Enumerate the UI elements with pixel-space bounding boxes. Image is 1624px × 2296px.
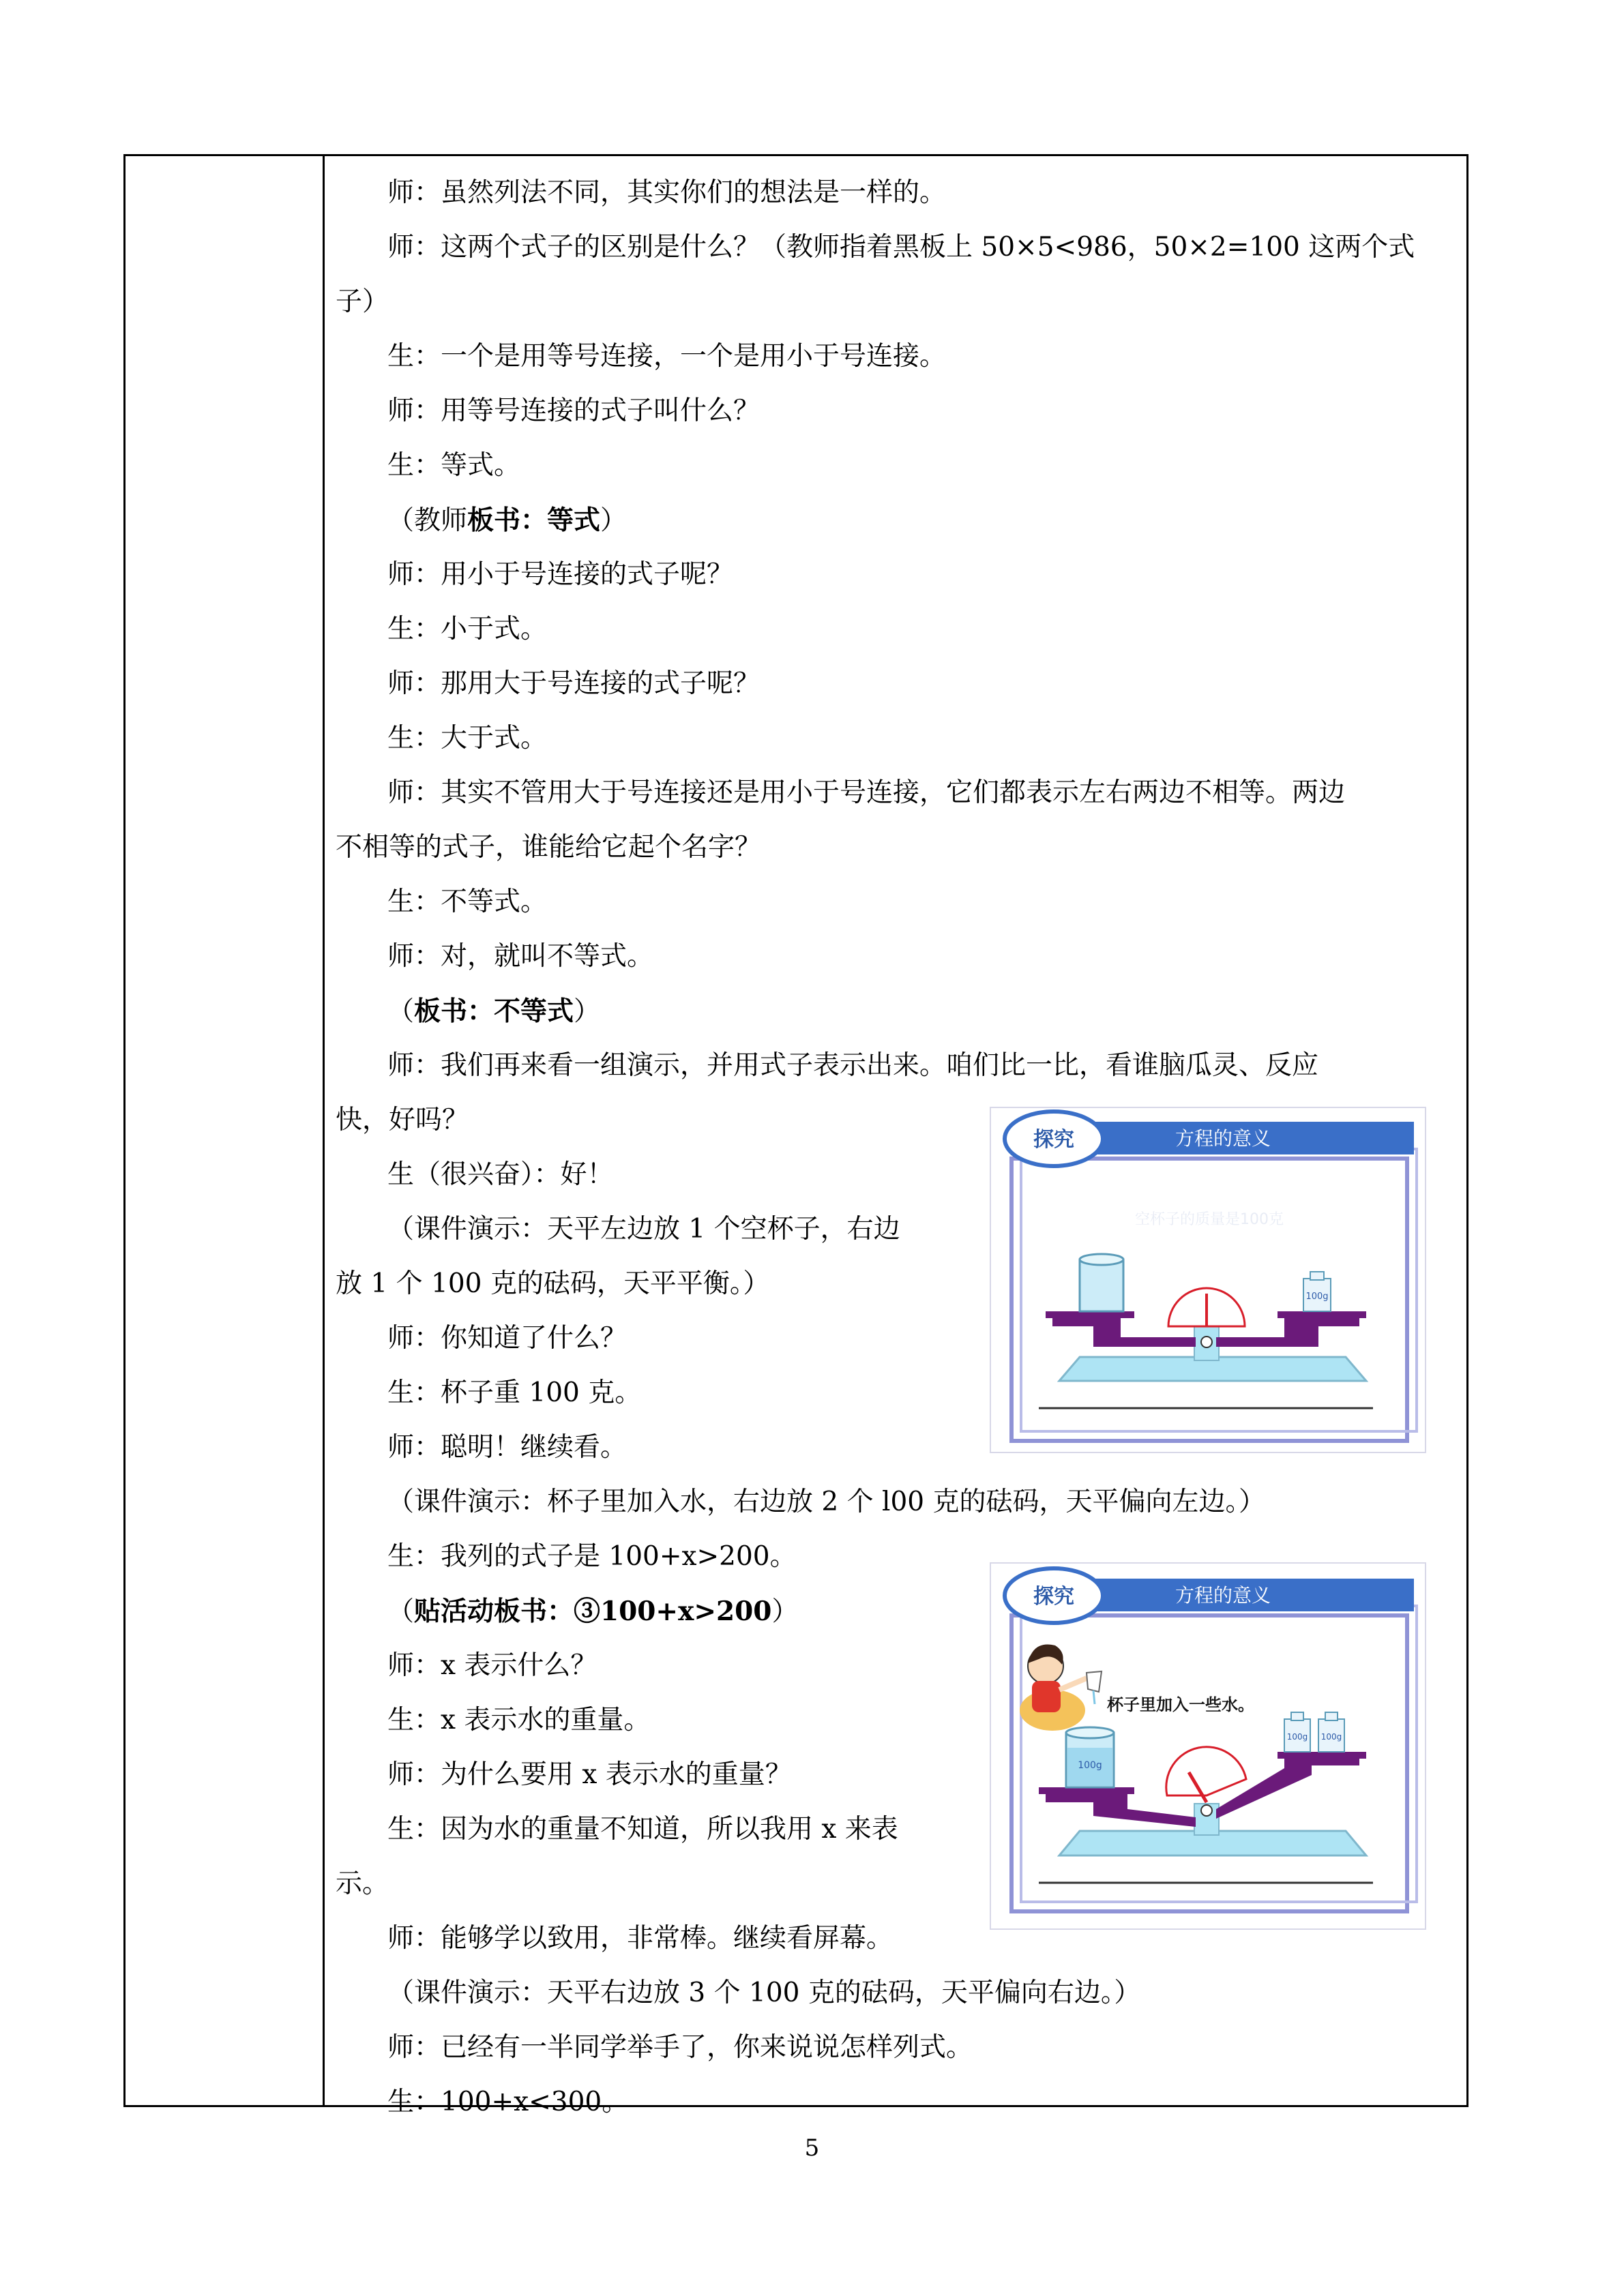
weight-label: 100g xyxy=(1305,1292,1329,1302)
tag-label: 探究 xyxy=(1033,1128,1074,1152)
pivot xyxy=(1201,1805,1212,1816)
text-line: 师：这两个式子的区别是什么？（教师指着黑板上 50×5<986，50×2=100 这两个式 xyxy=(387,232,1415,263)
text-line: 师：对，就叫不等式。 xyxy=(387,941,654,972)
weight-knob xyxy=(1310,1272,1324,1280)
text-line: 不相等的式子，谁能给它起个名字？ xyxy=(336,832,762,863)
text-line: 师：x 表示什么？ xyxy=(387,1650,597,1681)
cup xyxy=(1080,1259,1123,1311)
text-span: ） xyxy=(600,505,628,536)
cup-rim xyxy=(1066,1727,1114,1738)
balance-figure-1 xyxy=(990,1107,1426,1453)
slide-title: 方程的意义 xyxy=(1175,1584,1271,1607)
text-line: 生：等式。 xyxy=(387,450,521,481)
board-note-line xyxy=(387,995,600,1028)
text-line: （课件演示：天平右边放 3 个 100 克的砝码，天平偏向右边。） xyxy=(387,1978,1141,2008)
text-line: 师：聪明！继续看。 xyxy=(387,1432,628,1463)
board-note: 板书：等式 xyxy=(467,505,601,536)
board-note-line xyxy=(387,1595,798,1628)
text-span: （ xyxy=(387,996,415,1027)
text-line: 师：用小于号连接的式子呢？ xyxy=(387,559,734,590)
text-line: 生：我列的式子是 100+x>200。 xyxy=(387,1541,797,1572)
pivot xyxy=(1201,1337,1212,1347)
text-span: （教师 xyxy=(387,505,468,536)
text-line: 生：杯子重 100 克。 xyxy=(387,1377,642,1408)
text-line: 师：虽然列法不同，其实你们的想法是一样的。 xyxy=(387,177,947,208)
slide-title: 方程的意义 xyxy=(1175,1127,1271,1150)
balance-figure-2 xyxy=(990,1562,1426,1930)
weight-knob xyxy=(1291,1712,1303,1720)
right-pan xyxy=(1278,1311,1366,1318)
weight-knob xyxy=(1325,1712,1338,1720)
text-line: 生：一个是用等号连接，一个是用小于号连接。 xyxy=(387,341,947,372)
text-line: 生：因为水的重量不知道，所以我用 x 来表 xyxy=(387,1814,898,1845)
text-line: 师：我们再来看一组演示，并用式子表示出来。咱们比一比，看谁脑瓜灵、反应 xyxy=(387,1050,1319,1081)
cup-rim xyxy=(1080,1254,1123,1265)
page-number: 5 xyxy=(804,2134,820,2162)
text-line: 快，好吗？ xyxy=(336,1105,469,1135)
text-line: 生：100+x<300。 xyxy=(387,2087,629,2117)
slide-caption: 杯子里加入一些水。 xyxy=(1107,1695,1254,1714)
text-line: 生：大于式。 xyxy=(387,723,548,754)
board-note: 板书：不等式 xyxy=(414,996,574,1027)
text-line: 师：用等号连接的式子叫什么？ xyxy=(387,396,761,426)
board-note: 贴活动板书：③100+x>200 xyxy=(414,1596,772,1627)
text-line: 生：不等式。 xyxy=(387,886,548,917)
weight-label: 100g xyxy=(1286,1732,1308,1742)
text-line: 生：x 表示水的重量。 xyxy=(387,1705,651,1735)
text-span: ） xyxy=(574,996,601,1027)
text-line: 生：小于式。 xyxy=(387,614,548,644)
text-line: 放 1 个 100 克的砝码，天平平衡。） xyxy=(336,1268,770,1299)
text-line: 师：能够学以致用，非常棒。继续看屏幕。 xyxy=(387,1923,894,1954)
right-pan xyxy=(1278,1752,1366,1759)
text-line: （课件演示：杯子里加入水，右边放 2 个 l00 克的砝码，天平偏向左边。） xyxy=(387,1487,1266,1517)
text-line: 生（很兴奋）：好！ xyxy=(387,1159,614,1190)
board-note-line xyxy=(387,504,627,537)
column-divider xyxy=(323,156,325,2105)
text-line: 师：你知道了什么？ xyxy=(387,1323,628,1354)
text-line: 师：那用大于号连接的式子呢？ xyxy=(387,668,761,699)
cup-label: 100g xyxy=(1078,1760,1102,1771)
text-line: 示。 xyxy=(336,1868,389,1899)
text-span: （ xyxy=(387,1596,415,1627)
weight-label: 100g xyxy=(1320,1732,1342,1742)
text-line: 师：其实不管用大于号连接还是用小于号连接，它们都表示左右两边不相等。两边 xyxy=(387,777,1346,808)
text-line: 师：已经有一半同学举手了，你来说说怎样列式。 xyxy=(387,2032,973,2063)
faint-caption: 空杯子的质量是100克 xyxy=(1135,1211,1284,1228)
tag-label: 探究 xyxy=(1033,1585,1074,1609)
text-span: ） xyxy=(771,1596,799,1627)
text-line: （课件演示：天平左边放 1 个空杯子，右边 xyxy=(387,1214,900,1244)
text-line: 子） xyxy=(336,286,389,317)
text-line: 师：为什么要用 x 表示水的重量？ xyxy=(387,1759,792,1790)
